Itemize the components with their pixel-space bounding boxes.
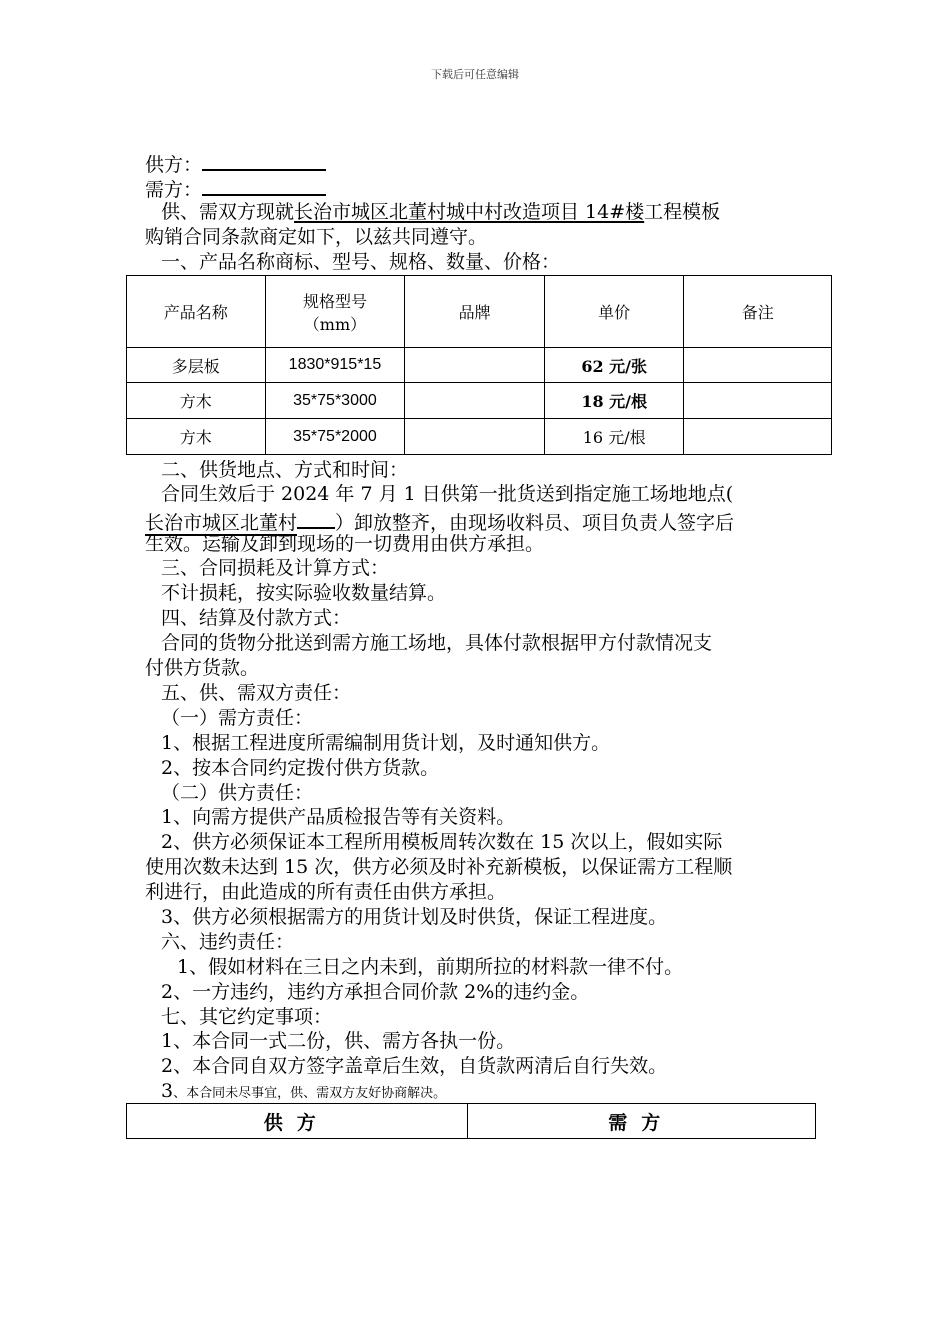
breach-2: 2、一方违约，违约方承担合同价款 2%的违约金。 xyxy=(161,981,590,1003)
page-header: 下载后可任意编辑 xyxy=(431,68,519,81)
header-name: 产品名称 xyxy=(127,276,266,348)
table-header-row xyxy=(127,276,832,348)
buyer-duty-title: （一）需方责任： xyxy=(161,707,314,729)
cell-price: 18 元/根 xyxy=(544,383,684,419)
supplier-duty-2-line-2: 使用次数未达到 15 次，供方必须及时补充新模板，以保证需方工程顺 xyxy=(145,856,733,878)
other-1: 1、本合同一式二份，供、需方各执一份。 xyxy=(161,1030,516,1052)
signature-supplier: 供方 xyxy=(127,1104,468,1139)
supplier-blank xyxy=(202,151,326,171)
cell-name: 方木 xyxy=(127,383,266,419)
table-row xyxy=(127,348,832,383)
cell-note xyxy=(684,348,832,383)
section-5-title: 五、供、需双方责任： xyxy=(161,682,352,704)
table-row xyxy=(127,383,832,419)
supplier-duty-title: （二）供方责任： xyxy=(161,782,314,804)
supplier-label: 供方： xyxy=(145,154,203,176)
supplier-duty-2-line-3: 利进行，由此造成的所有责任由供方承担。 xyxy=(145,881,507,903)
cell-note xyxy=(684,383,832,419)
buyer-duty-2: 2、按本合同约定拨付供方货款。 xyxy=(161,757,440,779)
buyer-line xyxy=(145,176,815,202)
header-price: 单价 xyxy=(544,276,684,348)
cell-spec: 1830*915*15 xyxy=(265,348,405,383)
section-2-title: 二、供货地点、方式和时间： xyxy=(161,459,409,481)
section-4-title: 四、结算及付款方式： xyxy=(161,607,352,629)
supplier-line xyxy=(145,151,815,177)
header-brand: 品牌 xyxy=(405,276,545,348)
section-4-line-1: 合同的货物分批送到需方施工场地，具体付款根据甲方付款情况支 xyxy=(161,632,713,654)
section-3-title: 三、合同损耗及计算方式： xyxy=(161,557,390,579)
buyer-label: 需方： xyxy=(145,179,203,201)
cell-note xyxy=(684,419,832,455)
section-1-title: 一、产品名称商标、型号、规格、数量、价格： xyxy=(161,251,561,273)
other-3-text: 、本合同未尽事宜，供、需双方友好协商解决。 xyxy=(173,1086,447,1101)
cell-spec: 35*75*2000 xyxy=(265,419,405,455)
intro-project: 长治市城区北董村城中村改造项目 14#楼 xyxy=(294,201,645,223)
section-7-title: 七、其它约定事项： xyxy=(161,1006,333,1028)
signature-table xyxy=(126,1103,816,1139)
section-2-line-1: 合同生效后于 2024 年 7 月 1 日供第一批货送到指定施工场地地点( xyxy=(161,483,734,505)
table-row xyxy=(127,419,832,455)
header-spec-line2: （mm） xyxy=(303,314,367,334)
section-3-text: 不计损耗，按实际验收数量结算。 xyxy=(161,582,447,604)
other-3-number: 3 xyxy=(161,1080,174,1102)
section-4-line-2: 付供方货款。 xyxy=(145,657,260,679)
section-2-line-2-rest: ）卸放整齐，由现场收料员、项目负责人签字后 xyxy=(335,512,735,534)
cell-brand xyxy=(405,348,545,383)
cell-brand xyxy=(405,383,545,419)
delivery-place-blank xyxy=(297,507,335,529)
buyer-duty-1: 1、根据工程进度所需编制用货计划，及时通知供方。 xyxy=(161,732,611,754)
signature-buyer: 需方 xyxy=(467,1104,815,1139)
intro-line-2: 购销合同条款商定如下，以兹共同遵守。 xyxy=(145,226,488,248)
product-table xyxy=(126,275,832,455)
header-note: 备注 xyxy=(684,276,832,348)
header-spec-line1: 规格型号 xyxy=(302,291,367,311)
cell-spec: 35*75*3000 xyxy=(265,383,405,419)
section-2-line-2 xyxy=(145,507,815,535)
section-2-line-3: 生效。运输及卸到现场的一切费用由供方承担。 xyxy=(145,533,545,555)
other-2: 2、本合同自双方签字盖章后生效，自货款两清后自行失效。 xyxy=(161,1055,668,1077)
other-3 xyxy=(161,1079,831,1106)
signature-row xyxy=(127,1104,816,1139)
section-6-title: 六、违约责任： xyxy=(161,931,295,953)
header-spec xyxy=(265,276,405,348)
cell-name: 多层板 xyxy=(127,348,266,383)
supplier-duty-1: 1、向需方提供产品质检报告等有关资料。 xyxy=(161,806,516,828)
cell-price: 16 元/根 xyxy=(544,419,684,455)
intro-line-1 xyxy=(161,200,831,224)
supplier-duty-3: 3、供方必须根据需方的用货计划及时供货，保证工程进度。 xyxy=(161,906,668,928)
intro-pre: 供、需双方现就 xyxy=(161,201,295,223)
supplier-duty-2-line-1: 2、供方必须保证本工程所用模板周转次数在 15 次以上，假如实际 xyxy=(161,831,723,853)
cell-price: 62 元/张 xyxy=(544,348,684,383)
cell-brand xyxy=(405,419,545,455)
cell-name: 方木 xyxy=(127,419,266,455)
breach-1: 1、假如材料在三日之内未到，前期所拉的材料款一律不付。 xyxy=(177,956,684,978)
delivery-place: 长治市城区北董村 xyxy=(145,512,298,534)
intro-post: 工程模板 xyxy=(644,201,721,223)
buyer-blank xyxy=(202,176,326,196)
